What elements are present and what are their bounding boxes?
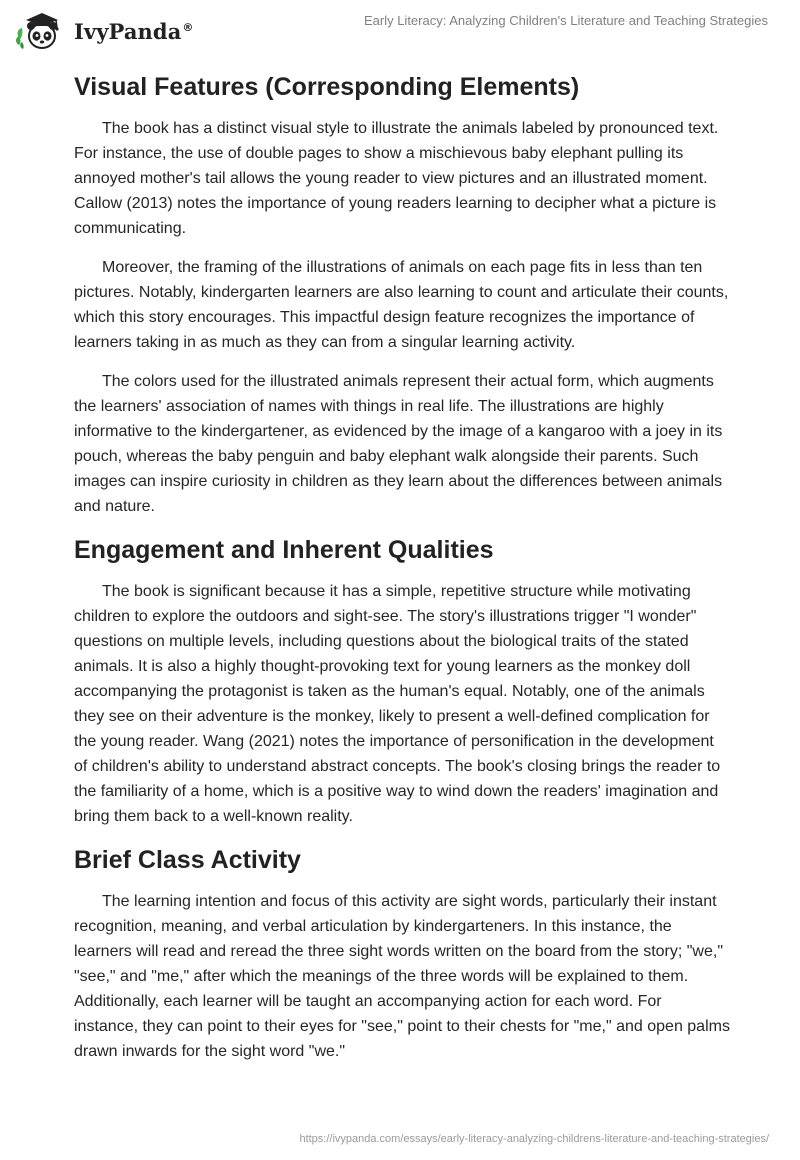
document-title: Early Literacy: Analyzing Children's Literature and Teaching Strategies bbox=[363, 13, 768, 28]
paragraph: The book is significant because it has a simple, repetitive structure while motivating children to explore the outdoors and sight-see. The story's illustrations trigger "I wonder" questions on multiple levels, including questions about the biological traits of the stated animals. It is also a highly thought-provoking text for young learners as the monkey doll accompanying the protagonist is taken as the human's equal. Notably, one of the animals they see on their adventure is the monkey, likely to present a well-defined complication for the young reader. Wang (2021) notes the importance of personification in the development of children's ability to understand abstract concepts. The book's closing brings the reader to the familiarity of a home, which is a positive way to wind down the readers' imagination and bring them back to a well-known reality. bbox=[74, 583, 721, 825]
ivypanda-logo[interactable] bbox=[14, 11, 194, 51]
page-header bbox=[0, 0, 800, 62]
section-heading: Visual Features (Corresponding Elements) bbox=[74, 73, 580, 101]
section-visual-features bbox=[74, 70, 730, 519]
paragraph: Moreover, the framing of the illustrations of animals on each page fits in less than ten pictures. Notably, kindergarten learners are also learning to count and articulate their counts, which this story encourages. This impactful design feature recognizes the importance of learners taking in as much as they can from a singular learning activity. bbox=[74, 259, 729, 351]
paragraph: The colors used for the illustrated animals represent their actual form, which augments the learners' association of names with things in real life. The illustrations are highly informative to the kindergartener, as evidenced by the image of a kangaroo with a joey in its pouch, whereas the baby penguin and baby elephant walk alongside their parents. Such images can inspire curiosity in children as they learn about the differences between animals and nature. bbox=[74, 373, 723, 515]
section-heading: Brief Class Activity bbox=[74, 846, 301, 874]
section-engagement bbox=[74, 533, 730, 829]
section-heading: Engagement and Inherent Qualities bbox=[74, 536, 494, 564]
source-url[interactable]: https://ivypanda.com/essays/early-literacy-analyzing-childrens-literature-and-teaching-strategies/ bbox=[299, 1133, 769, 1145]
paragraph: The learning intention and focus of this activity are sight words, particularly their instant recognition, meaning, and verbal articulation by kindergarteners. In this instance, the learners will read and reread the three sight words written on the board from the story; "we," "see," and "me," after which the meanings of the three words will be explained to them. Additionally, each learner will be taught an accompanying action for each word. For instance, they can point to their eyes for "see," point to their chests for "me," and open palms drawn inwards for the sight word "we." bbox=[74, 893, 730, 1060]
section-class-activity bbox=[74, 843, 730, 1064]
essay-content bbox=[74, 70, 730, 1078]
registered-mark: ® bbox=[182, 20, 194, 34]
panda-graduate-icon bbox=[14, 11, 66, 51]
logo-text: IvyPanda® bbox=[74, 18, 194, 44]
paragraph: The book has a distinct visual style to illustrate the animals labeled by pronounced text. For instance, the use of double pages to show a mischievous baby elephant pulling its annoyed mother's tail allows the young reader to view pictures and an illustrated moment. Callow (2013) notes the importance of young readers learning to decipher what a picture is communicating. bbox=[74, 120, 719, 237]
